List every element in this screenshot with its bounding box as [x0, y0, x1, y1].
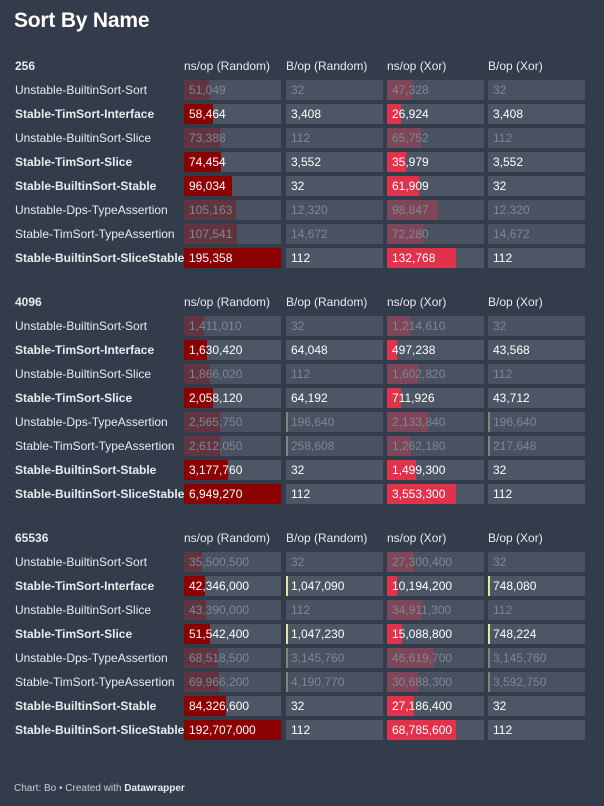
table-cell: [184, 388, 281, 408]
table-row: [0, 104, 604, 124]
row-label: Stable-TimSort-Slice: [15, 627, 133, 641]
cell-value: 4,190,770: [291, 675, 345, 689]
cell-value: 32: [493, 179, 507, 193]
table-cell: [286, 388, 383, 408]
group-label: 65536: [15, 531, 49, 545]
table-cell: [387, 576, 484, 596]
cell-value: 98,847: [392, 203, 429, 217]
cell-value: 64,192: [291, 391, 328, 405]
cell-value: 112: [493, 603, 513, 617]
cell-value: 112: [493, 251, 513, 265]
column-header[interactable]: ns/op (Xor): [387, 295, 447, 309]
cell-value: 3,145,760: [493, 651, 547, 665]
table-cell: [184, 176, 281, 196]
row-label: Unstable-BuiltinSort-Sort: [15, 555, 148, 569]
table-cell: [387, 388, 484, 408]
table-cell: [184, 624, 281, 644]
table-row: [0, 460, 604, 480]
cell-value: 497,238: [392, 343, 436, 357]
cell-value: 27,300,400: [392, 555, 453, 569]
table-cell: [184, 600, 281, 620]
cell-value: 258,608: [291, 439, 335, 453]
table-cell: [184, 152, 281, 172]
cell-value: 32: [493, 463, 507, 477]
cell-value: 32: [291, 179, 305, 193]
column-header[interactable]: B/op (Xor): [488, 531, 543, 545]
table-cell: [387, 80, 484, 100]
table-cell: [488, 224, 585, 244]
table-row: [0, 340, 604, 360]
cell-value: 68,518,500: [189, 651, 250, 665]
table-cell: [387, 436, 484, 456]
footer-credit: Chart: Bo • Created with: [14, 783, 122, 794]
cell-value: 61,909: [392, 179, 429, 193]
table-cell: [387, 648, 484, 668]
row-label: Unstable-BuiltinSort-Slice: [15, 603, 152, 617]
row-label: Stable-TimSort-Interface: [15, 343, 155, 357]
cell-value: 32: [291, 463, 305, 477]
cell-value: 58,464: [189, 107, 226, 121]
table-cell: [488, 484, 585, 504]
table-row: [0, 552, 604, 572]
cell-bar: [286, 624, 288, 644]
table-cell: [184, 672, 281, 692]
table-cell: [286, 436, 383, 456]
table-cell: [387, 104, 484, 124]
table-cell: [286, 576, 383, 596]
cell-value: 112: [493, 131, 513, 145]
cell-value: 32: [291, 319, 305, 333]
row-label: Unstable-BuiltinSort-Sort: [15, 319, 148, 333]
cell-value: 69,966,200: [189, 675, 250, 689]
row-label: Stable-BuiltinSort-SliceStable: [15, 723, 185, 737]
table-cell: [387, 128, 484, 148]
cell-value: 51,542,400: [189, 627, 250, 641]
table-cell: [184, 648, 281, 668]
table-row: [0, 364, 604, 384]
cell-value: 96,034: [189, 179, 226, 193]
cell-bar: [488, 436, 490, 456]
table-cell: [387, 152, 484, 172]
cell-value: 1,499,300: [392, 463, 446, 477]
table-row: [0, 484, 604, 504]
row-label: Stable-BuiltinSort-SliceStable: [15, 251, 185, 265]
table-row: [0, 128, 604, 148]
cell-value: 30,688,300: [392, 675, 453, 689]
table-cell: [184, 364, 281, 384]
cell-value: 711,926: [392, 391, 435, 405]
table-cell: [488, 248, 585, 268]
table-cell: [387, 224, 484, 244]
table-cell: [184, 200, 281, 220]
cell-value: 68,785,600: [392, 723, 453, 737]
cell-value: 192,707,000: [189, 723, 256, 737]
cell-value: 112: [291, 723, 311, 737]
cell-value: 2,565,750: [189, 415, 243, 429]
cell-value: 10,194,200: [392, 579, 453, 593]
cell-value: 3,177,760: [189, 463, 243, 477]
cell-bar: [488, 672, 490, 692]
table-row: [0, 224, 604, 244]
table-cell: [488, 340, 585, 360]
group-label: 4096: [15, 295, 42, 309]
row-label: Stable-TimSort-Slice: [15, 155, 133, 169]
cell-value: 73,388: [189, 131, 226, 145]
column-header[interactable]: ns/op (Random): [184, 59, 271, 73]
cell-value: 43,712: [493, 391, 530, 405]
cell-value: 14,672: [493, 227, 530, 241]
column-header[interactable]: ns/op (Random): [184, 531, 271, 545]
cell-value: 43,390,000: [189, 603, 250, 617]
table-row: [0, 436, 604, 456]
table-cell: [488, 200, 585, 220]
cell-value: 42,346,000: [189, 579, 250, 593]
table-row: [0, 388, 604, 408]
cell-value: 1,262,180: [392, 439, 446, 453]
table-cell: [184, 436, 281, 456]
cell-value: 32: [493, 83, 507, 97]
table-cell: [286, 340, 383, 360]
table-row: [0, 696, 604, 716]
row-label: Stable-TimSort-TypeAssertion: [15, 439, 175, 453]
cell-value: 112: [291, 251, 311, 265]
cell-value: 1,214,610: [392, 319, 446, 333]
cell-value: 3,145,760: [291, 651, 345, 665]
cell-bar: [488, 576, 490, 596]
table-cell: [286, 552, 383, 572]
row-label: Stable-TimSort-Interface: [15, 107, 155, 121]
footer-tool-link[interactable]: Datawrapper: [124, 783, 185, 794]
table-cell: [184, 460, 281, 480]
table-cell: [387, 720, 484, 740]
cell-value: 46,619,700: [392, 651, 453, 665]
row-label: Unstable-Dps-TypeAssertion: [15, 415, 168, 429]
cell-value: 3,552: [493, 155, 524, 169]
table-cell: [286, 224, 383, 244]
cell-value: 15,088,800: [392, 627, 453, 641]
table-row: [0, 624, 604, 644]
table-cell: [286, 460, 383, 480]
cell-value: 6,949,270: [189, 487, 243, 501]
table-row: [0, 576, 604, 596]
cell-bar: [286, 412, 288, 432]
row-label: Unstable-Dps-TypeAssertion: [15, 203, 168, 217]
cell-value: 12,320: [493, 203, 530, 217]
table-cell: [488, 696, 585, 716]
table-cell: [286, 720, 383, 740]
table-cell: [387, 696, 484, 716]
column-header[interactable]: B/op (Xor): [488, 295, 543, 309]
table-cell: [286, 104, 383, 124]
cell-value: 112: [493, 367, 513, 381]
cell-value: 105,163: [189, 203, 233, 217]
cell-value: 3,553,300: [392, 487, 446, 501]
cell-value: 3,592,750: [493, 675, 547, 689]
table-cell: [387, 624, 484, 644]
table-cell: [488, 80, 585, 100]
table-cell: [286, 80, 383, 100]
table-cell: [286, 648, 383, 668]
column-header[interactable]: ns/op (Random): [184, 295, 271, 309]
cell-bar: [286, 436, 288, 456]
cell-value: 748,224: [493, 627, 537, 641]
column-header[interactable]: B/op (Random): [286, 59, 368, 73]
table-row: [0, 80, 604, 100]
table-row: [0, 412, 604, 432]
column-header[interactable]: ns/op (Xor): [387, 531, 447, 545]
row-label: Unstable-BuiltinSort-Sort: [15, 83, 148, 97]
table-cell: [286, 412, 383, 432]
table-cell: [488, 624, 585, 644]
table-row: [0, 200, 604, 220]
cell-value: 35,500,500: [189, 555, 250, 569]
table-cell: [286, 672, 383, 692]
table-row: [0, 152, 604, 172]
table-cell: [286, 248, 383, 268]
row-label: Stable-TimSort-Slice: [15, 391, 133, 405]
table-cell: [387, 484, 484, 504]
row-label: Unstable-BuiltinSort-Slice: [15, 131, 152, 145]
table-cell: [184, 80, 281, 100]
row-label: Stable-TimSort-Interface: [15, 579, 155, 593]
cell-value: 112: [291, 603, 311, 617]
cell-value: 47,328: [392, 83, 429, 97]
column-header[interactable]: ns/op (Xor): [387, 59, 447, 73]
cell-bar: [488, 648, 490, 668]
table-cell: [488, 388, 585, 408]
table-cell: [184, 576, 281, 596]
cell-value: 112: [291, 367, 311, 381]
table-row: [0, 176, 604, 196]
cell-value: 32: [493, 555, 507, 569]
cell-bar: [286, 576, 288, 596]
cell-value: 1,047,090: [291, 579, 345, 593]
cell-value: 217,648: [493, 439, 537, 453]
cell-value: 112: [493, 723, 513, 737]
table-cell: [488, 672, 585, 692]
table-cell: [184, 484, 281, 504]
cell-value: 2,612,050: [189, 439, 243, 453]
table-cell: [387, 672, 484, 692]
table-row: [0, 316, 604, 336]
row-label: Stable-BuiltinSort-Stable: [15, 179, 157, 193]
table-cell: [184, 552, 281, 572]
table-cell: [387, 460, 484, 480]
chart-footer: [14, 783, 185, 794]
cell-value: 748,080: [493, 579, 537, 593]
table-cell: [286, 696, 383, 716]
row-label: Stable-BuiltinSort-SliceStable: [15, 487, 185, 501]
cell-bar: [286, 648, 288, 668]
table-cell: [488, 436, 585, 456]
table-cell: [488, 152, 585, 172]
cell-value: 1,602,820: [392, 367, 446, 381]
table-cell: [184, 224, 281, 244]
table-cell: [488, 552, 585, 572]
row-label: Stable-BuiltinSort-Stable: [15, 699, 157, 713]
table-cell: [286, 128, 383, 148]
table-cell: [488, 460, 585, 480]
table-row: [0, 600, 604, 620]
table-cell: [286, 624, 383, 644]
table-cell: [184, 316, 281, 336]
cell-value: 195,358: [189, 251, 233, 265]
cell-bar: [488, 412, 490, 432]
column-header[interactable]: B/op (Xor): [488, 59, 543, 73]
table-cell: [286, 200, 383, 220]
table-cell: [387, 364, 484, 384]
cell-value: 32: [493, 699, 507, 713]
cell-value: 1,047,230: [291, 627, 345, 641]
cell-value: 34,911,300: [392, 603, 452, 617]
cell-value: 32: [291, 555, 305, 569]
cell-value: 3,552: [291, 155, 322, 169]
table-cell: [286, 600, 383, 620]
cell-value: 27,186,400: [392, 699, 453, 713]
cell-value: 65,752: [392, 131, 429, 145]
row-label: Stable-TimSort-TypeAssertion: [15, 675, 175, 689]
table-cell: [488, 648, 585, 668]
cell-value: 32: [291, 83, 305, 97]
row-label: Unstable-BuiltinSort-Slice: [15, 367, 152, 381]
cell-value: 72,280: [392, 227, 429, 241]
cell-value: 107,541: [189, 227, 233, 241]
cell-value: 1,630,420: [189, 343, 243, 357]
group-label: 256: [15, 59, 36, 73]
cell-value: 112: [493, 487, 513, 501]
chart-title: Sort By Name: [14, 9, 150, 32]
cell-value: 51,049: [189, 83, 226, 97]
table-cell: [286, 364, 383, 384]
table-cell: [184, 720, 281, 740]
table-cell: [488, 176, 585, 196]
table-cell: [286, 316, 383, 336]
cell-value: 2,133,840: [392, 415, 446, 429]
table-cell: [184, 104, 281, 124]
cell-value: 3,408: [291, 107, 322, 121]
table-cell: [488, 576, 585, 596]
table-cell: [387, 340, 484, 360]
cell-value: 196,640: [291, 415, 335, 429]
table-cell: [286, 176, 383, 196]
cell-value: 196,640: [493, 415, 537, 429]
table-cell: [387, 176, 484, 196]
cell-value: 2,058,120: [189, 391, 243, 405]
cell-value: 74,454: [189, 155, 226, 169]
table-cell: [387, 200, 484, 220]
cell-value: 64,048: [291, 343, 328, 357]
table-cell: [184, 412, 281, 432]
table-cell: [387, 552, 484, 572]
table-cell: [488, 128, 585, 148]
cell-value: 26,924: [392, 107, 429, 121]
column-header[interactable]: B/op (Random): [286, 295, 368, 309]
cell-bar: [488, 624, 490, 644]
table-row: [0, 248, 604, 268]
table-cell: [488, 316, 585, 336]
table-cell: [184, 248, 281, 268]
table-cell: [387, 248, 484, 268]
table-cell: [488, 600, 585, 620]
table-cell: [387, 316, 484, 336]
table-cell: [184, 696, 281, 716]
table-cell: [488, 104, 585, 124]
table-cell: [286, 152, 383, 172]
table-row: [0, 672, 604, 692]
table-cell: [387, 600, 484, 620]
cell-value: 12,320: [291, 203, 328, 217]
table-cell: [488, 412, 585, 432]
table-cell: [488, 720, 585, 740]
cell-value: 14,672: [291, 227, 328, 241]
table-row: [0, 648, 604, 668]
cell-value: 112: [291, 131, 311, 145]
cell-bar: [286, 672, 288, 692]
row-label: Unstable-Dps-TypeAssertion: [15, 651, 168, 665]
table-cell: [387, 412, 484, 432]
cell-value: 1,411,010: [189, 319, 242, 333]
table-cell: [184, 340, 281, 360]
cell-value: 43,568: [493, 343, 530, 357]
table-cell: [184, 128, 281, 148]
table-cell: [286, 484, 383, 504]
cell-value: 132,768: [392, 251, 436, 265]
cell-value: 1,866,020: [189, 367, 243, 381]
cell-value: 32: [291, 699, 305, 713]
row-label: Stable-TimSort-TypeAssertion: [15, 227, 175, 241]
column-header[interactable]: B/op (Random): [286, 531, 368, 545]
cell-value: 3,408: [493, 107, 524, 121]
cell-value: 84,326,600: [189, 699, 250, 713]
row-label: Stable-BuiltinSort-Stable: [15, 463, 157, 477]
cell-value: 32: [493, 319, 507, 333]
table-cell: [488, 364, 585, 384]
cell-value: 35,979: [392, 155, 429, 169]
table-row: [0, 720, 604, 740]
cell-value: 112: [291, 487, 311, 501]
